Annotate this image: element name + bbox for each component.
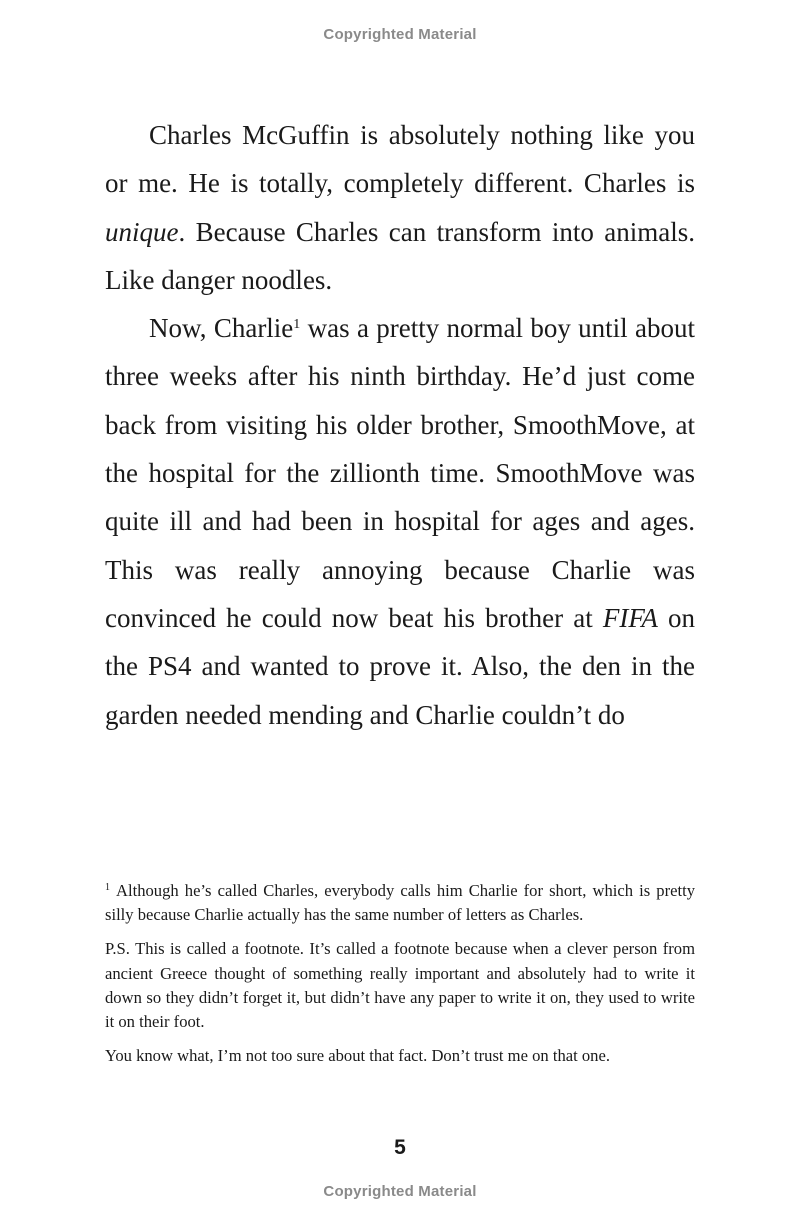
main-text: [105, 111, 695, 739]
paragraph-2-text-b: was a pretty normal boy until about three weeks after his ninth birthday. He’d just come back from visiting his older brother, SmoothMove, at the hospital for the zillionth time. SmoothMove was quite ill and had been in hospital for ages and ages. This was really annoying because Charlie was convinced he could now beat his brother at: [105, 313, 695, 633]
paragraph-1-text-b: . Because Charles can transform into animals. Like danger noodles.: [105, 216, 695, 295]
paragraph-1: [105, 111, 695, 304]
paragraph-2-text-c: on the PS4 and wanted to prove it. Also, the den in the garden needed mending and Charlie couldn’t do: [105, 602, 696, 730]
footnote-marker: 1: [105, 882, 110, 893]
paragraph-1-italic: unique: [105, 216, 179, 247]
page-number: 5: [394, 1136, 406, 1159]
footnote-1: [105, 879, 695, 927]
footnote-ps: P.S. This is called a footnote. It’s called a footnote because when a clever person from ancient Greece thought of something really important and absolutely had to write it down so they didn’t forget it, but didn’t have any paper to write it on, they used to write it on their foot.: [105, 939, 695, 1032]
copyright-watermark-bottom: Copyrighted Material: [323, 1183, 477, 1200]
paragraph-2-italic: FIFA: [602, 602, 658, 633]
footnote-reference: 1: [293, 317, 301, 333]
footnotes: [105, 879, 695, 1078]
paragraph-2: [105, 304, 695, 739]
paragraph-1-text-a: Charles McGuffin is absolutely nothing like you or me. He is totally, completely different. Charles is: [105, 120, 695, 199]
footnote-aside: You know what, I’m not too sure about that fact. Don’t trust me on that one.: [105, 1046, 610, 1066]
paragraph-2-text-a: Now, Charlie: [149, 313, 294, 344]
copyright-watermark-top: Copyrighted Material: [323, 26, 477, 43]
footnote-1-text: Although he’s called Charles, everybody calls him Charlie for short, which is pretty silly because Charlie actually has the same number of letters as Charles.: [105, 881, 695, 925]
